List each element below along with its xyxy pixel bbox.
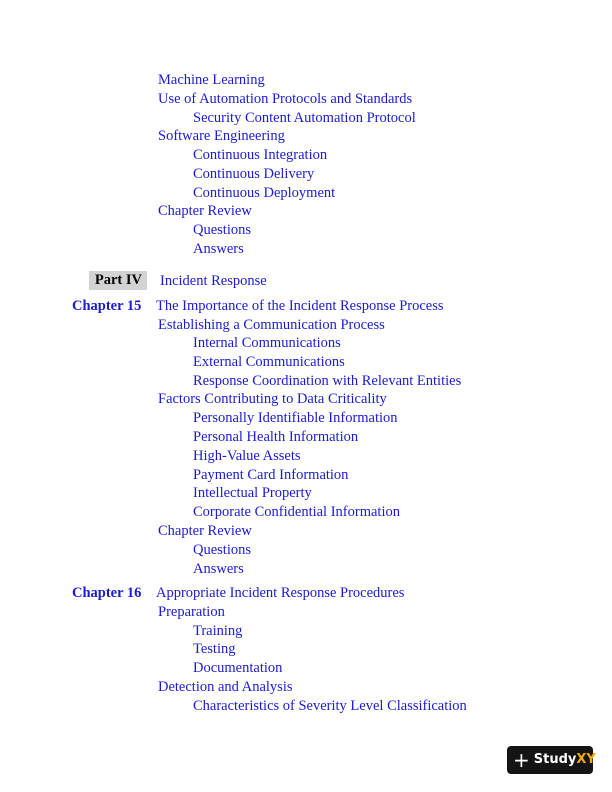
toc-entry-automation-protocols[interactable]: Use of Automation Protocols and Standards: [158, 91, 413, 107]
toc-entry[interactable]: Answers: [193, 561, 244, 577]
chapter-15-label[interactable]: Chapter 15: [72, 298, 142, 314]
toc-entry[interactable]: Characteristics of Severity Level Classification: [193, 698, 467, 714]
toc-entry[interactable]: Payment Card Information: [193, 467, 349, 483]
chapter-15-title[interactable]: The Importance of the Incident Response Process: [156, 298, 444, 314]
toc-entry[interactable]: External Communications: [193, 354, 345, 370]
toc-entry[interactable]: Detection and Analysis: [158, 679, 293, 695]
toc-entry-continuous-deployment[interactable]: Continuous Deployment: [193, 185, 336, 201]
toc-entry[interactable]: Questions: [193, 542, 251, 558]
toc-entry[interactable]: Personally Identifiable Information: [193, 410, 398, 426]
toc-entry-software-engineering[interactable]: Software Engineering: [158, 128, 285, 144]
chapter-16-title[interactable]: Appropriate Incident Response Procedures: [156, 585, 405, 601]
studyxy-badge[interactable]: [507, 746, 596, 774]
toc-entry-questions[interactable]: Questions: [193, 222, 251, 238]
chapter-16-label[interactable]: Chapter 16: [72, 585, 142, 601]
toc-entry[interactable]: Corporate Confidential Information: [193, 504, 400, 520]
toc-entry[interactable]: Personal Health Information: [193, 429, 359, 445]
toc-entry-machine-learning[interactable]: Machine Learning: [158, 72, 265, 88]
badge-accent: XY: [576, 752, 596, 767]
toc-entry[interactable]: Factors Contributing to Data Criticality: [158, 391, 387, 407]
toc-entry[interactable]: Training: [193, 623, 243, 639]
toc-entry-answers[interactable]: Answers: [193, 241, 244, 257]
badge-text: [534, 746, 596, 774]
plus-icon: +: [513, 748, 530, 772]
badge-prefix: Study: [533, 752, 577, 767]
toc-entry[interactable]: Chapter Review: [158, 523, 252, 539]
toc-entry[interactable]: Preparation: [158, 604, 225, 620]
toc-entry-continuous-delivery[interactable]: Continuous Delivery: [193, 166, 315, 182]
toc-entry[interactable]: High-Value Assets: [193, 448, 301, 464]
toc-entry[interactable]: Testing: [193, 641, 236, 657]
toc-entry[interactable]: Documentation: [193, 660, 283, 676]
toc-entry-scap[interactable]: Security Content Automation Protocol: [193, 110, 416, 126]
toc-entry[interactable]: Establishing a Communication Process: [158, 317, 385, 333]
part-title[interactable]: Incident Response: [160, 273, 267, 289]
toc-entry[interactable]: Intellectual Property: [193, 485, 312, 501]
toc-entry[interactable]: Internal Communications: [193, 335, 341, 351]
toc-entry[interactable]: Response Coordination with Relevant Entities: [193, 373, 462, 389]
toc-entry-continuous-integration[interactable]: Continuous Integration: [193, 147, 328, 163]
toc-entry-chapter-review[interactable]: Chapter Review: [158, 203, 252, 219]
part-label: Part IV: [89, 271, 147, 290]
